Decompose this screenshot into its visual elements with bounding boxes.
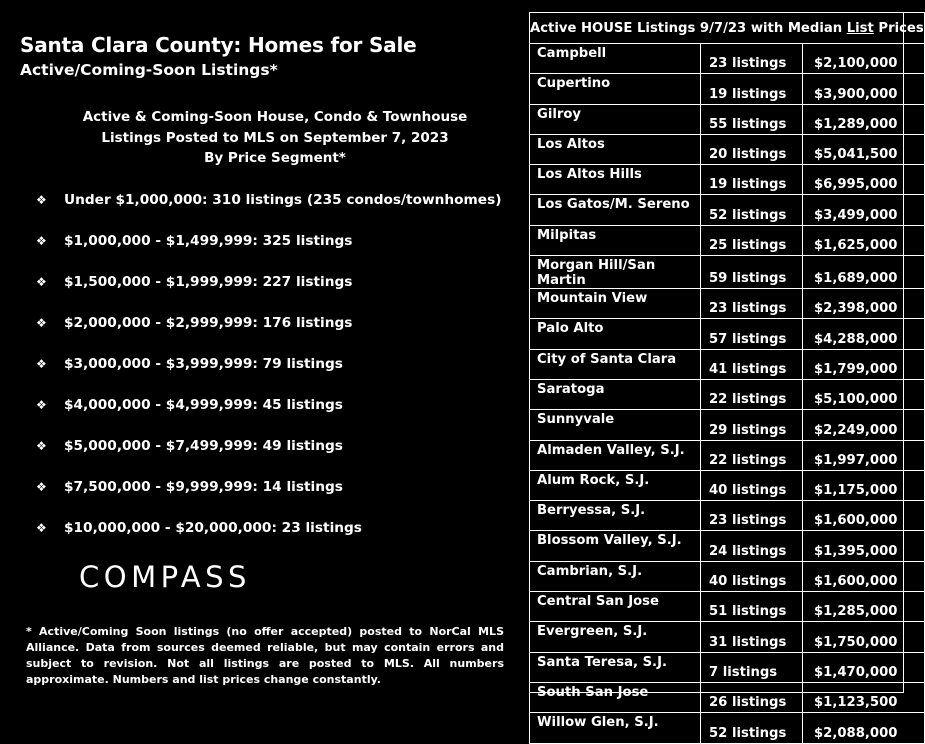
median-price-cell: $4,288,000 bbox=[803, 319, 925, 349]
listing-count-cell: 22 listings bbox=[701, 379, 803, 409]
listing-count-cell: 23 listings bbox=[701, 44, 803, 74]
listing-count-cell: 59 listings bbox=[701, 256, 803, 289]
price-segment-item bbox=[36, 479, 343, 495]
table-row bbox=[530, 561, 925, 591]
city-cell: Saratoga bbox=[530, 379, 701, 409]
median-price-cell: $6,995,000 bbox=[803, 165, 925, 195]
listing-count-cell: 22 listings bbox=[701, 440, 803, 470]
heading-underlined-text: List bbox=[846, 20, 874, 36]
heading-text: Prices bbox=[873, 20, 924, 36]
heading-text: Active HOUSE Listings 9/7/23 with Median bbox=[530, 20, 847, 36]
city-cell: Morgan Hill/San Martin bbox=[530, 256, 701, 289]
median-price-cell: $1,600,000 bbox=[803, 501, 925, 531]
table-row bbox=[530, 134, 925, 164]
city-cell: Cambrian, S.J. bbox=[530, 561, 701, 591]
median-price-cell: $1,470,000 bbox=[803, 652, 925, 682]
diamond-bullet-icon: ❖ bbox=[36, 234, 47, 248]
listing-count-cell: 40 listings bbox=[701, 470, 803, 500]
listing-count-cell: 57 listings bbox=[701, 319, 803, 349]
table-row bbox=[530, 349, 925, 379]
intro-line: Listings Posted to MLS on September 7, 2023 bbox=[101, 129, 449, 146]
table-row bbox=[530, 195, 925, 225]
diamond-bullet-icon: ❖ bbox=[36, 439, 47, 453]
city-cell: Cupertino bbox=[530, 74, 701, 104]
price-segment-text: Under $1,000,000: 310 listings (235 condos/townhomes) bbox=[64, 192, 502, 208]
price-segment-text: $2,000,000 - $2,999,999: 176 listings bbox=[64, 315, 353, 331]
table-row bbox=[530, 682, 925, 712]
price-segment-text: $1,500,000 - $1,999,999: 227 listings bbox=[64, 274, 353, 290]
price-segment-item bbox=[36, 233, 352, 249]
city-cell: Evergreen, S.J. bbox=[530, 622, 701, 652]
page-subtitle: Active/Coming-Soon Listings* bbox=[20, 61, 278, 79]
compass-logo: COMPASS bbox=[79, 560, 251, 594]
intro-line: Active & Coming-Soon House, Condo & Townhouse bbox=[82, 109, 468, 125]
median-price-cell: $1,285,000 bbox=[803, 592, 925, 622]
table-row bbox=[530, 622, 925, 652]
city-cell: Alum Rock, S.J. bbox=[530, 470, 701, 500]
median-price-cell: $1,799,000 bbox=[803, 349, 925, 379]
median-price-cell: $2,398,000 bbox=[803, 289, 925, 319]
listing-count-cell: 26 listings bbox=[701, 682, 803, 712]
city-cell: Santa Teresa, S.J. bbox=[530, 652, 701, 682]
median-price-cell: $1,750,000 bbox=[803, 622, 925, 652]
median-price-cell: $3,900,000 bbox=[803, 74, 925, 104]
table-row bbox=[530, 410, 925, 440]
listing-count-cell: 23 listings bbox=[701, 289, 803, 319]
city-cell: Mountain View bbox=[530, 289, 701, 319]
city-cell: Berryessa, S.J. bbox=[530, 501, 701, 531]
city-cell: City of Santa Clara bbox=[530, 349, 701, 379]
median-price-cell: $3,499,000 bbox=[803, 195, 925, 225]
table-row bbox=[530, 44, 925, 74]
listing-count-cell: 24 listings bbox=[701, 531, 803, 561]
city-cell: Campbell bbox=[530, 44, 701, 74]
median-price-cell: $1,625,000 bbox=[803, 225, 925, 255]
city-cell: Almaden Valley, S.J. bbox=[530, 440, 701, 470]
price-segment-text: $3,000,000 - $3,999,999: 79 listings bbox=[64, 356, 343, 372]
listing-count-cell: 40 listings bbox=[701, 561, 803, 591]
listing-count-cell: 7 listings bbox=[701, 652, 803, 682]
median-price-cell: $1,689,000 bbox=[803, 256, 925, 289]
price-segment-text: $4,000,000 - $4,999,999: 45 listings bbox=[64, 397, 343, 413]
price-segment-item bbox=[36, 520, 362, 536]
diamond-bullet-icon: ❖ bbox=[36, 275, 47, 289]
median-price-cell: $1,600,000 bbox=[803, 561, 925, 591]
diamond-bullet-icon: ❖ bbox=[36, 480, 47, 494]
listing-count-cell: 29 listings bbox=[701, 410, 803, 440]
listing-count-cell: 55 listings bbox=[701, 104, 803, 134]
table-row bbox=[530, 440, 925, 470]
city-cell: Sunnyvale bbox=[530, 410, 701, 440]
city-cell: Willow Glen, S.J. bbox=[530, 713, 701, 743]
table-row bbox=[530, 225, 925, 255]
table-row bbox=[530, 319, 925, 349]
table-row bbox=[530, 256, 925, 289]
city-cell: Milpitas bbox=[530, 225, 701, 255]
median-price-cell: $1,123,500 bbox=[803, 682, 925, 712]
intro-text bbox=[60, 107, 490, 169]
listing-count-cell: 19 listings bbox=[701, 165, 803, 195]
listing-count-cell: 25 listings bbox=[701, 225, 803, 255]
table-row bbox=[530, 74, 925, 104]
median-price-cell: $2,088,000 bbox=[803, 713, 925, 743]
city-cell: Los Altos Hills bbox=[530, 165, 701, 195]
price-segment-text: $5,000,000 - $7,499,999: 49 listings bbox=[64, 438, 343, 454]
listing-count-cell: 52 listings bbox=[701, 713, 803, 743]
footnote: * Active/Coming Soon listings (no offer accepted) posted to NorCal MLS Alliance. Data from sources deemed reliable, but may contain errors and subject to revision. Not all listings are posted to MLS. All numbers approximate. Numbers and list prices change constantly. bbox=[26, 625, 504, 686]
city-cell: South San Jose bbox=[530, 682, 701, 712]
diamond-bullet-icon: ❖ bbox=[36, 521, 47, 535]
table-row bbox=[530, 531, 925, 561]
city-cell: Blossom Valley, S.J. bbox=[530, 531, 701, 561]
median-price-cell: $1,395,000 bbox=[803, 531, 925, 561]
price-segment-text: $10,000,000 - $20,000,000: 23 listings bbox=[64, 520, 362, 536]
diamond-bullet-icon: ❖ bbox=[36, 193, 47, 207]
median-price-cell: $1,175,000 bbox=[803, 470, 925, 500]
price-segment-item bbox=[36, 356, 343, 372]
table-row bbox=[530, 592, 925, 622]
table-row bbox=[530, 470, 925, 500]
median-price-cell: $1,997,000 bbox=[803, 440, 925, 470]
city-cell: Central San Jose bbox=[530, 592, 701, 622]
city-cell: Palo Alto bbox=[530, 319, 701, 349]
diamond-bullet-icon: ❖ bbox=[36, 316, 47, 330]
price-segment-item bbox=[36, 315, 352, 331]
median-price-cell: $5,041,500 bbox=[803, 134, 925, 164]
table-row bbox=[530, 165, 925, 195]
city-cell: Los Altos bbox=[530, 134, 701, 164]
city-cell: Los Gatos/M. Sereno bbox=[530, 195, 701, 225]
city-cell: Gilroy bbox=[530, 104, 701, 134]
diamond-bullet-icon: ❖ bbox=[36, 398, 47, 412]
table-row bbox=[530, 652, 925, 682]
page-title: Santa Clara County: Homes for Sale bbox=[20, 33, 417, 57]
table-row bbox=[530, 501, 925, 531]
median-price-cell: $2,100,000 bbox=[803, 44, 925, 74]
price-segment-item bbox=[36, 438, 343, 454]
listing-count-cell: 52 listings bbox=[701, 195, 803, 225]
listing-count-cell: 51 listings bbox=[701, 592, 803, 622]
price-segment-item bbox=[36, 397, 343, 413]
listings-table bbox=[529, 12, 925, 744]
price-segment-text: $1,000,000 - $1,499,999: 325 listings bbox=[64, 233, 353, 249]
listing-count-cell: 19 listings bbox=[701, 74, 803, 104]
table-heading bbox=[530, 13, 925, 44]
listing-count-cell: 41 listings bbox=[701, 349, 803, 379]
table-row bbox=[530, 104, 925, 134]
median-price-cell: $2,249,000 bbox=[803, 410, 925, 440]
table-row bbox=[530, 289, 925, 319]
median-price-cell: $5,100,000 bbox=[803, 379, 925, 409]
diamond-bullet-icon: ❖ bbox=[36, 357, 47, 371]
table-row bbox=[530, 379, 925, 409]
price-segment-item bbox=[36, 274, 352, 290]
listing-count-cell: 31 listings bbox=[701, 622, 803, 652]
price-segment-item bbox=[36, 192, 501, 208]
table-row bbox=[530, 713, 925, 743]
listing-count-cell: 20 listings bbox=[701, 134, 803, 164]
listing-count-cell: 23 listings bbox=[701, 501, 803, 531]
price-segment-text: $7,500,000 - $9,999,999: 14 listings bbox=[64, 479, 343, 495]
intro-line: By Price Segment* bbox=[204, 150, 346, 166]
median-price-cell: $1,289,000 bbox=[803, 104, 925, 134]
